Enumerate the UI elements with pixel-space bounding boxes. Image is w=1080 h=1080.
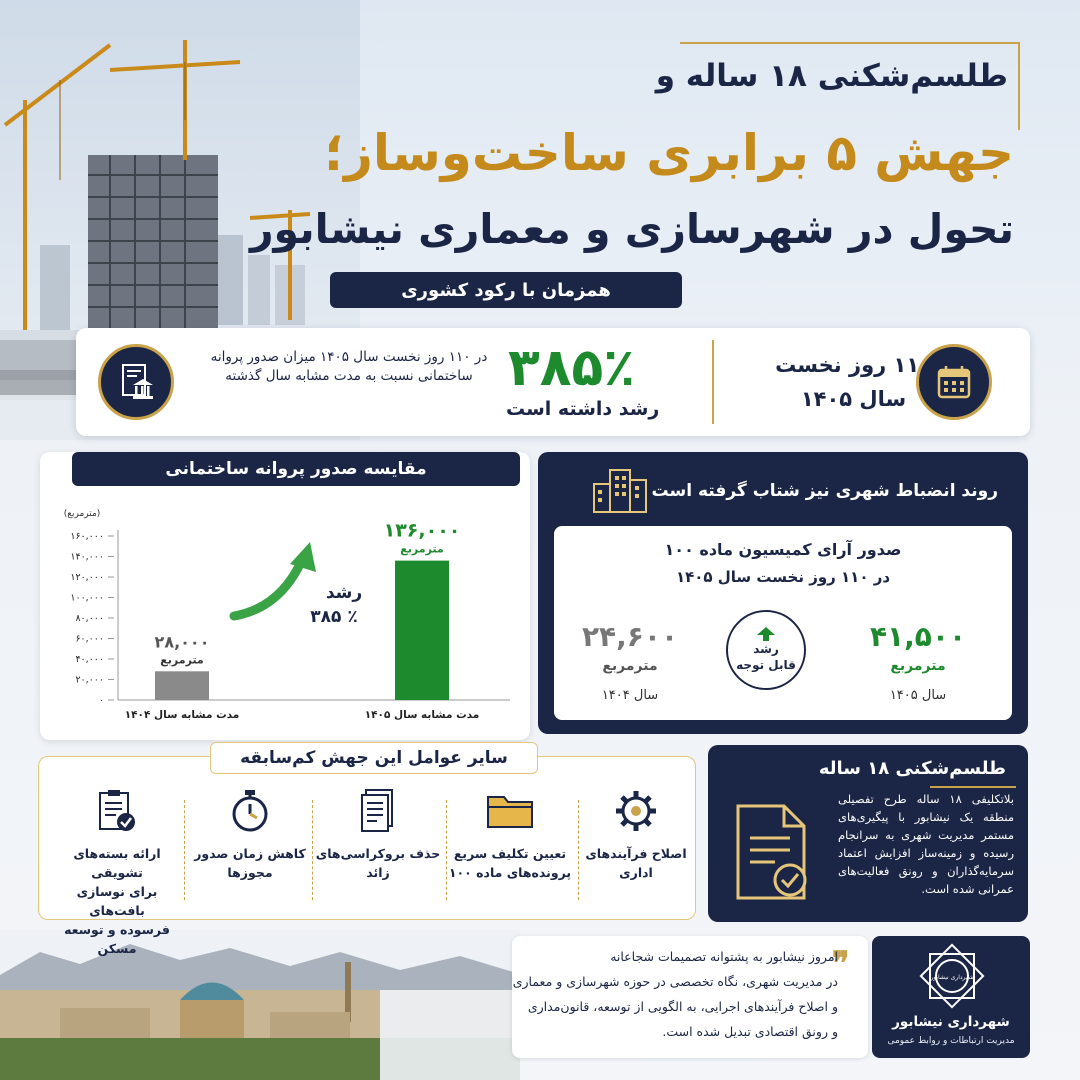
- period-line-2: سال ۱۴۰۵: [800, 387, 907, 411]
- factor-label-line: زائد: [366, 865, 390, 880]
- permit-bar-chart: [40, 490, 530, 740]
- x-category-label: مدت مشابه سال ۱۴۰۴: [124, 709, 240, 721]
- factor-label-line: اداری: [619, 865, 653, 880]
- stopwatch-icon: [186, 786, 314, 836]
- discipline-title: روند انضباط شهری نیز شتاب گرفته است: [651, 481, 998, 501]
- factor-fast-resolution: [446, 786, 574, 882]
- bar-2: [395, 561, 449, 700]
- y-axis-label: (مترمربع): [63, 509, 101, 519]
- growth-caption: رشد داشته است: [506, 398, 660, 420]
- growth-arrow-icon: [234, 560, 302, 616]
- bar-1: [155, 671, 209, 700]
- quote-icon: ❞: [832, 944, 850, 982]
- chart-title: مقایسه صدور پروانه ساختمانی: [72, 452, 520, 486]
- factor-label-line: کاهش زمان صدور: [194, 846, 306, 861]
- growth-badge: [726, 610, 806, 690]
- commission-1404-year: سال ۱۴۰۴: [601, 688, 659, 703]
- quote-line: و رونق اقتصادی تبدیل شده است.: [662, 1024, 838, 1039]
- bar-value-label: ۲۸,۰۰۰: [154, 632, 210, 652]
- y-tick-label: ۱۴۰,۰۰۰: [70, 551, 104, 563]
- factor-divider: [446, 800, 447, 900]
- municipality-department: مدیریت ارتباطات و روابط عمومی: [887, 1036, 1015, 1046]
- permit-building-icon: [98, 344, 174, 420]
- talisman-title: طلسم‌شکنی ۱۸ ساله: [818, 758, 1006, 779]
- growth-percent: ۳۸۵٪: [508, 338, 635, 398]
- factor-label-line: اصلاح فرآیندهای: [585, 846, 687, 861]
- municipality-name: شهرداری نیشابور: [892, 1014, 1010, 1030]
- y-tick-label: ۲۰,۰۰۰: [75, 674, 104, 686]
- buildings-icon: [590, 464, 650, 514]
- x-category-label: مدت مشابه سال ۱۴۰۵: [364, 709, 480, 721]
- commission-period: در ۱۱۰ روز نخست سال ۱۴۰۵: [675, 568, 891, 586]
- gear-icon: [572, 786, 700, 836]
- commission-1405-year: سال ۱۴۰۵: [889, 688, 947, 703]
- factor-admin-reform: [572, 786, 700, 882]
- document-icon: [314, 786, 442, 836]
- bar-value-label: ۱۳۶,۰۰۰: [383, 519, 461, 542]
- quote-line: و اصلاح فرآیندهای اجرایی، به الگویی از توسعه، قانون‌مداری: [527, 999, 838, 1014]
- y-tick-label: ۶۰,۰۰۰: [75, 633, 104, 645]
- commission-1404-value: ۲۴,۶۰۰: [581, 620, 679, 653]
- quote-line: امروز نیشابور به پشتوانه تصمیمات شجاعانه: [610, 949, 838, 964]
- title-line-2: جهش ۵ برابری ساخت‌وساز؛: [324, 124, 1014, 182]
- factor-label-line: حذف بروکراسی‌های: [315, 846, 441, 861]
- factor-divider: [578, 800, 579, 900]
- talisman-text: بلاتکلیفی ۱۸ ساله طرح تفصیلی منطقه یک نیشابور با پیگیری‌های مستمر مدیریت شهری به سرانجام رسیده و زمینه‌ساز افزایش اعتماد سرمایه‌گذاران و رونق فعالیت‌های عمرانی شده است.: [838, 792, 1014, 896]
- municipality-seal-icon: [916, 940, 988, 1012]
- approved-document-icon: [720, 798, 820, 908]
- y-tick-label: ۰: [98, 695, 104, 706]
- folder-icon: [446, 786, 574, 836]
- factor-label-line: فرسوده و توسعه مسکن: [64, 922, 170, 956]
- factor-label-line: مجوزها: [227, 865, 273, 880]
- y-tick-label: ۱۶۰,۰۰۰: [70, 531, 104, 542]
- factor-label-line: برای نوسازی بافت‌های: [76, 884, 158, 918]
- talisman-underline: [930, 786, 1016, 788]
- factor-reduce-issuance-time: [186, 786, 314, 882]
- growth-badge-line-1: رشد: [753, 642, 779, 656]
- y-tick-label: ۴۰,۰۰۰: [75, 654, 104, 665]
- period-line-1: ۱۱۰ روز نخست: [775, 353, 932, 377]
- growth-badge-line-2: قابل توجه: [736, 658, 796, 672]
- factor-incentive-packages: [50, 786, 184, 958]
- subtitle-badge: همزمان با رکود کشوری: [330, 272, 682, 308]
- y-tick-label: ۸۰,۰۰۰: [75, 613, 104, 624]
- title-line-3: تحول در شهرسازی و معماری نیشابور: [249, 205, 1014, 253]
- chart-growth-label: رشد: [325, 583, 363, 603]
- factor-divider: [184, 800, 185, 900]
- factor-remove-bureaucracy: [314, 786, 442, 882]
- y-tick-label: ۱۲۰,۰۰۰: [70, 572, 104, 583]
- stats-divider: [712, 340, 714, 424]
- bar-unit-label: مترمربع: [400, 542, 444, 556]
- commission-1405-unit: مترمربع: [890, 658, 946, 674]
- y-tick-label: ۱۰۰,۰۰۰: [70, 592, 104, 604]
- commission-1405-value: ۴۱,۵۰۰: [869, 620, 967, 653]
- commission-1404-unit: مترمربع: [602, 658, 658, 674]
- quote-text: [508, 944, 838, 1044]
- chart-growth-value: ۳۸۵ ٪: [310, 607, 358, 627]
- seal-text: شهرداری نیشابور: [930, 974, 974, 981]
- quote-line: در مدیریت شهری، نگاه تخصصی در حوزه شهرسازی و معماری: [512, 974, 838, 989]
- checklist-icon: [50, 786, 184, 836]
- factor-label-line: ارائه بسته‌های تشویقی: [73, 846, 161, 880]
- period-label: [775, 348, 932, 416]
- factor-label-line: تعیین تکلیف سریع: [453, 846, 567, 861]
- commission-title: صدور آرای کمیسیون ماده ۱۰۰: [664, 540, 902, 559]
- factors-title: سایر عوامل این جهش کم‌سابقه: [210, 742, 538, 774]
- arrow-up-icon: [757, 627, 775, 641]
- title-line-1: طلسم‌شکنی ۱۸ ساله و: [655, 58, 1008, 94]
- growth-description: در ۱۱۰ روز نخست سال ۱۴۰۵ میزان صدور پروانه ساختمانی نسبت به مدت مشابه سال گذشته: [210, 349, 488, 384]
- factor-label-line: پرونده‌های ماده ۱۰۰: [448, 865, 572, 880]
- bar-unit-label: مترمربع: [160, 653, 204, 667]
